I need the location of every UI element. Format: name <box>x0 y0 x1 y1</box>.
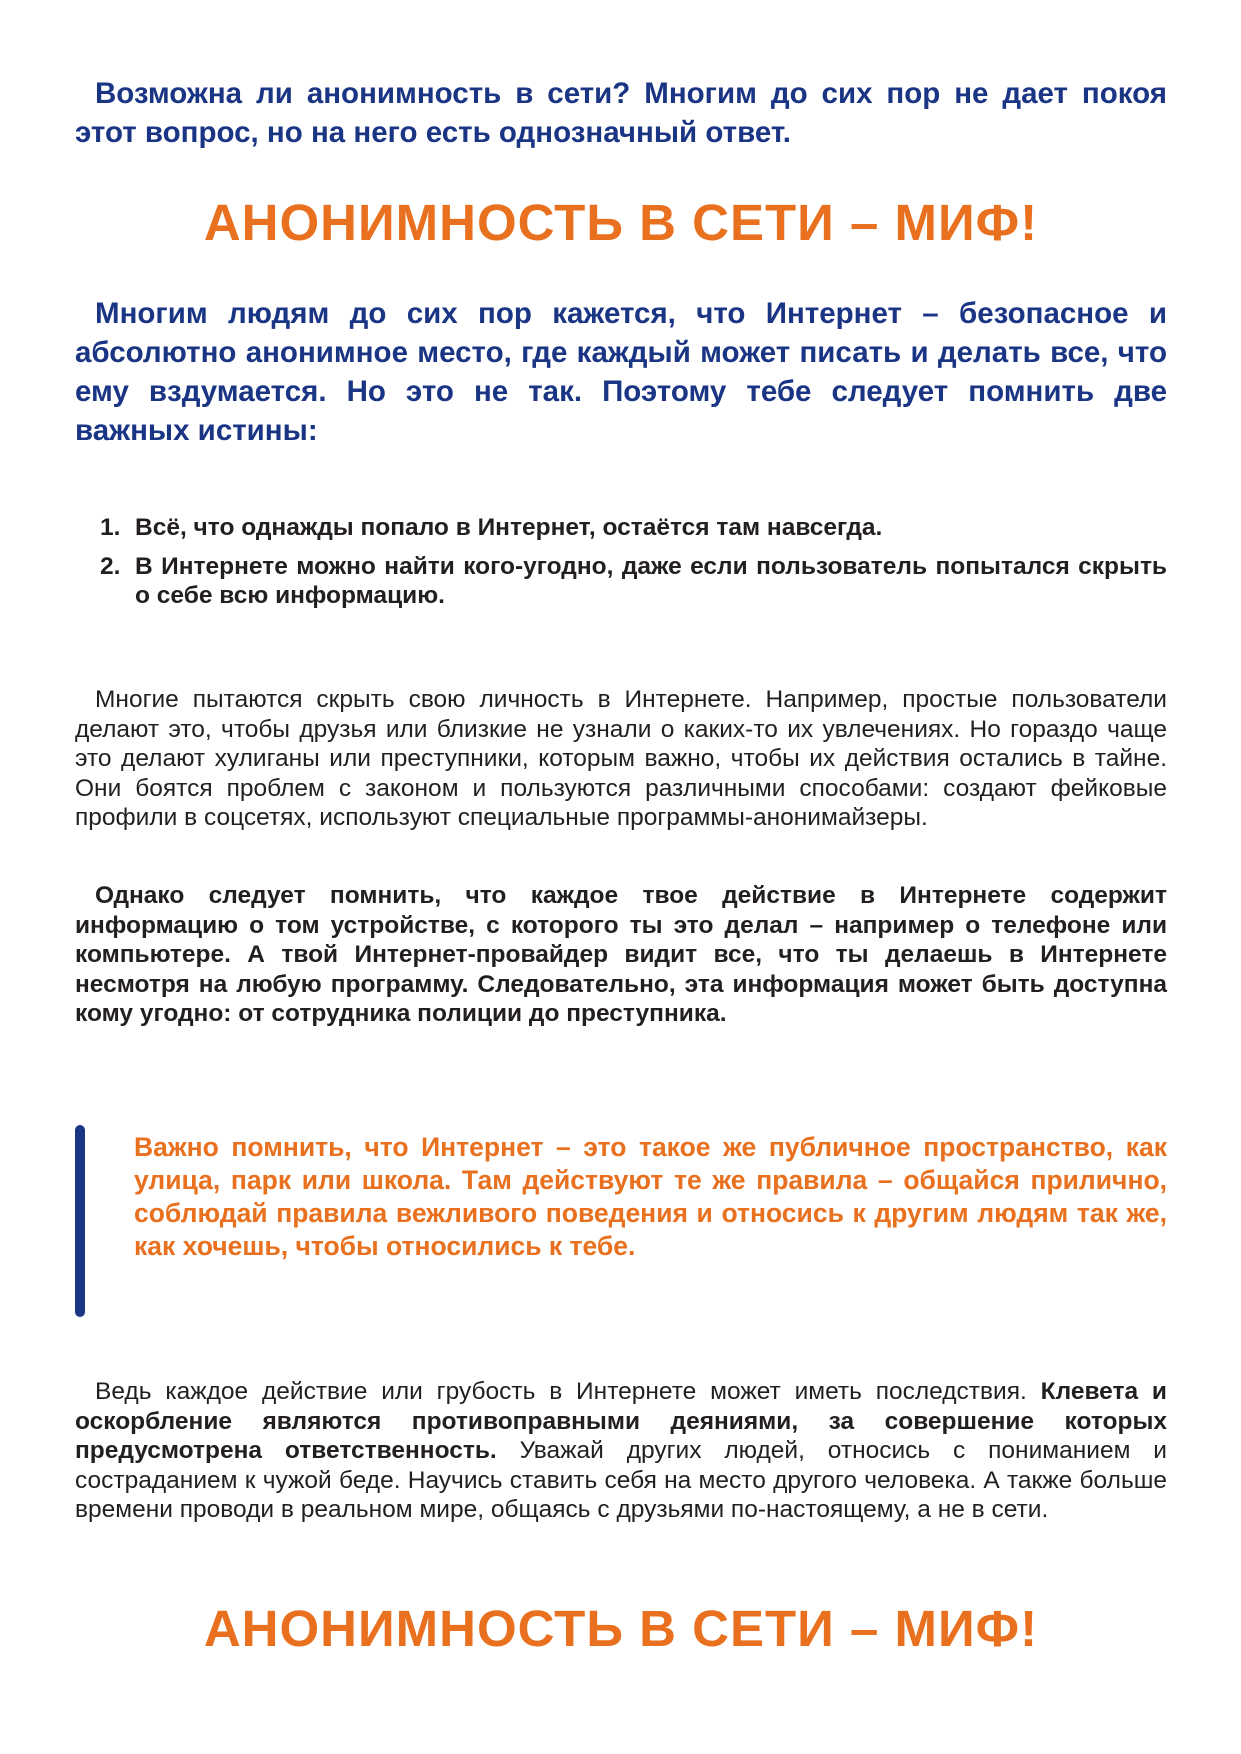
list-item-text: В Интернете можно найти кого-угодно, даже если пользователь попытался скрыть о себе всю информацию. <box>135 553 1167 609</box>
paragraph-anonymity-attempts: Многие пытаются скрыть свою личность в Интернете. Например, простые пользователи делают это, чтобы друзья или близкие не узнали о каких-то их увлечениях. Но гораздо чаще это делают хулиганы или преступники, которым важно, чтобы их действия остались в тайне. Они боятся проблем с законом и пользуются различными способами: создают фейковые профили в соцсетях, используют специальные программы-анонимайзеры. <box>75 686 1167 831</box>
list-item <box>75 513 1167 542</box>
paragraph-consequences-end: Уважай других людей, относись с пониманием и состраданием к чужой беде. Научись ставить себя на место другого человека. А также больше времени проводи в реальном мире, общаясь с друзьями по-настоящему, а не в сети. <box>75 1437 1167 1523</box>
lead-paragraph: Многим людям до сих пор кажется, что Интернет – безопасное и абсолютно анонимное место, где каждый может писать и делать все, что ему вздумается. Но это не так. Поэтому тебе следует помнить две важных истины: <box>75 297 1167 447</box>
headline-top: АНОНИМНОСТЬ В СЕТИ – МИФ! <box>203 194 1039 251</box>
list-item-number: 2. <box>100 553 121 580</box>
paragraph-consequences-start: Ведь каждое действие или грубость в Интернете может иметь последствия. <box>95 1378 1041 1405</box>
headline-bottom: АНОНИМНОСТЬ В СЕТИ – МИФ! <box>203 1600 1039 1657</box>
list-item <box>75 552 1167 610</box>
truths-list <box>75 513 1167 620</box>
paragraph-device-info: Однако следует помнить, что каждое твое действие в Интернете содержит информацию о том устройстве, с которого ты это делал – например о телефоне или компьютере. А твой Интернет-провайдер видит все, что ты делаешь в Интернете несмотря на любую программу. Следовательно, эта информация может быть доступна кому угодно: от сотрудника полиции до преступника. <box>75 882 1167 1027</box>
callout-accent-bar <box>75 1125 85 1317</box>
paragraph-consequences-bold: Клевета и оскорбление являются противоправными деяниями, за совершение которых предусмотрена ответственность. <box>75 1378 1167 1464</box>
paragraph-consequences <box>75 1377 1167 1525</box>
list-item-number: 1. <box>100 514 121 541</box>
intro-question: Возможна ли анонимность в сети? Многим до сих пор не дает покоя этот вопрос, но на него есть однозначный ответ. <box>75 77 1167 149</box>
callout-block <box>75 1125 1167 1317</box>
callout-text: Важно помнить, что Интернет – это такое же публичное пространство, как улица, парк или школа. Там действуют те же правила – общайся прилично, соблюдай правила вежливого поведения и относись к другим людям так же, как хочешь, чтобы относились к тебе. <box>134 1132 1167 1261</box>
list-item-text: Всё, что однажды попало в Интернет, остаётся там навсегда. <box>135 514 883 541</box>
